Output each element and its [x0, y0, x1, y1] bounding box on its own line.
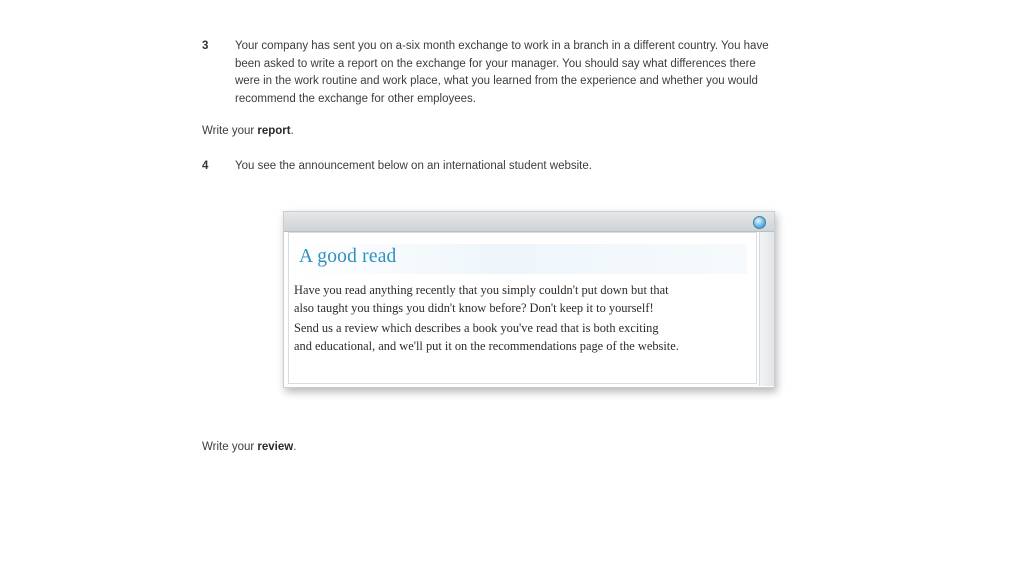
task-3-line: been asked to write a report on the exchange for your manager. You should say what differences there	[235, 57, 756, 70]
task-4-number: 4	[202, 160, 209, 172]
announcement-line: and educational, and we'll put it on the recommendations page of the website.	[294, 338, 679, 353]
instruction-emphasis: report	[257, 125, 291, 137]
announcement-line: Have you read anything recently that you simply couldn't put down but that	[294, 283, 669, 297]
instruction-prefix: Write your	[202, 125, 258, 137]
window-button-icon	[753, 216, 766, 229]
instruction-suffix: .	[290, 125, 294, 137]
announcement-paragraph-2	[294, 320, 764, 355]
instruction-report	[202, 125, 294, 137]
instruction-suffix: .	[293, 441, 297, 453]
task-3-number: 3	[202, 40, 209, 52]
instruction-emphasis: review	[257, 441, 294, 453]
instruction-review	[202, 441, 296, 453]
announcement-paragraph-1	[294, 282, 764, 317]
task-3-text	[235, 38, 855, 108]
announcement-line: also taught you things you didn't know before? Don't keep it to yourself!	[294, 300, 654, 315]
task-3-line: recommend the exchange for other employees.	[235, 92, 476, 105]
announcement-line: Send us a review which describes a book you've read that is both exciting	[294, 321, 659, 335]
announcement-title-bar	[284, 212, 774, 232]
instruction-prefix: Write your	[202, 441, 258, 453]
announcement-title: A good read	[299, 246, 397, 267]
task-3-line: were in the work routine and work place, what you learned from the experience and whether you would	[235, 75, 758, 87]
task-3-line: Your company has sent you on a-six month exchange to work in a branch in a different country. You have	[235, 40, 769, 52]
announcement-window	[283, 211, 775, 388]
task-4-text: You see the announcement below on an international student website.	[235, 160, 592, 172]
